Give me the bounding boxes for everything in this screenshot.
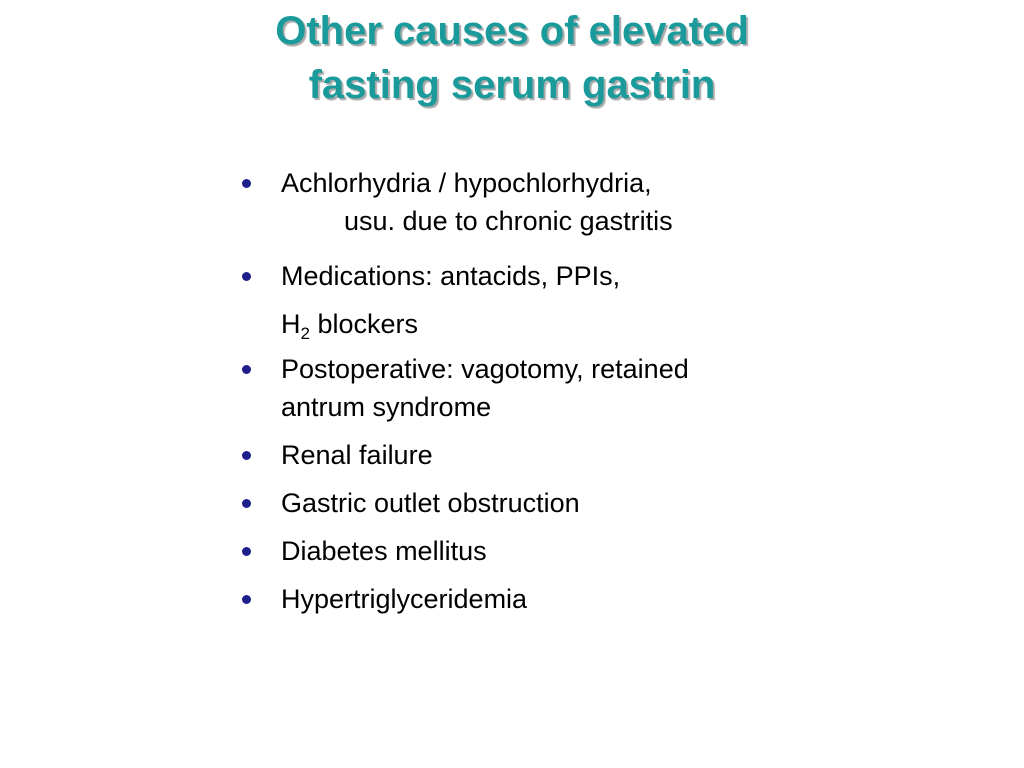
bullet-text-line bbox=[281, 300, 839, 348]
bullet-dot-icon bbox=[242, 179, 251, 188]
bullet-text-line: Renal failure bbox=[281, 440, 433, 470]
bullet-text-line: Hypertriglyceridemia bbox=[281, 584, 528, 614]
subscript: 2 bbox=[300, 324, 310, 343]
slide-title-line-1: Other causes of elevated bbox=[275, 9, 749, 53]
bullet-item-renal-failure bbox=[239, 436, 839, 474]
slide-title bbox=[0, 4, 1024, 112]
bullet-text-line: antrum syndrome bbox=[281, 392, 492, 422]
bullet-item-gastric-outlet-obstruction bbox=[239, 484, 839, 522]
bullet-text-fragment: blockers bbox=[309, 309, 419, 339]
bullet-text-line: usu. due to chronic gastritis bbox=[344, 206, 673, 236]
bullet-item-diabetes-mellitus bbox=[239, 532, 839, 570]
bullet-dot-icon bbox=[242, 499, 251, 508]
bullet-item-achlorhydria bbox=[239, 164, 839, 240]
bullet-dot-icon bbox=[242, 451, 251, 460]
bullet-item-hypertriglyceridemia bbox=[239, 580, 839, 618]
bullet-dot-icon bbox=[242, 595, 251, 604]
slide-title-line-2: fasting serum gastrin bbox=[308, 63, 716, 107]
bullet-text-line: Gastric outlet obstruction bbox=[281, 488, 580, 518]
bullet-text-line: Diabetes mellitus bbox=[281, 536, 487, 566]
bullet-dot-icon bbox=[242, 365, 251, 374]
bullet-dot-icon bbox=[242, 272, 251, 281]
bullet-text-line: Achlorhydria / hypochlorhydria, bbox=[281, 168, 652, 198]
bullet-text-line: Medications: antacids, PPIs, bbox=[281, 261, 621, 291]
bullet-text-fragment: H bbox=[281, 309, 301, 339]
bullet-item-postoperative bbox=[239, 350, 839, 426]
bullet-dot-icon bbox=[242, 547, 251, 556]
bullet-item-medications bbox=[239, 252, 839, 348]
bullet-list bbox=[239, 164, 839, 628]
bullet-text-line: Postoperative: vagotomy, retained bbox=[281, 354, 689, 384]
